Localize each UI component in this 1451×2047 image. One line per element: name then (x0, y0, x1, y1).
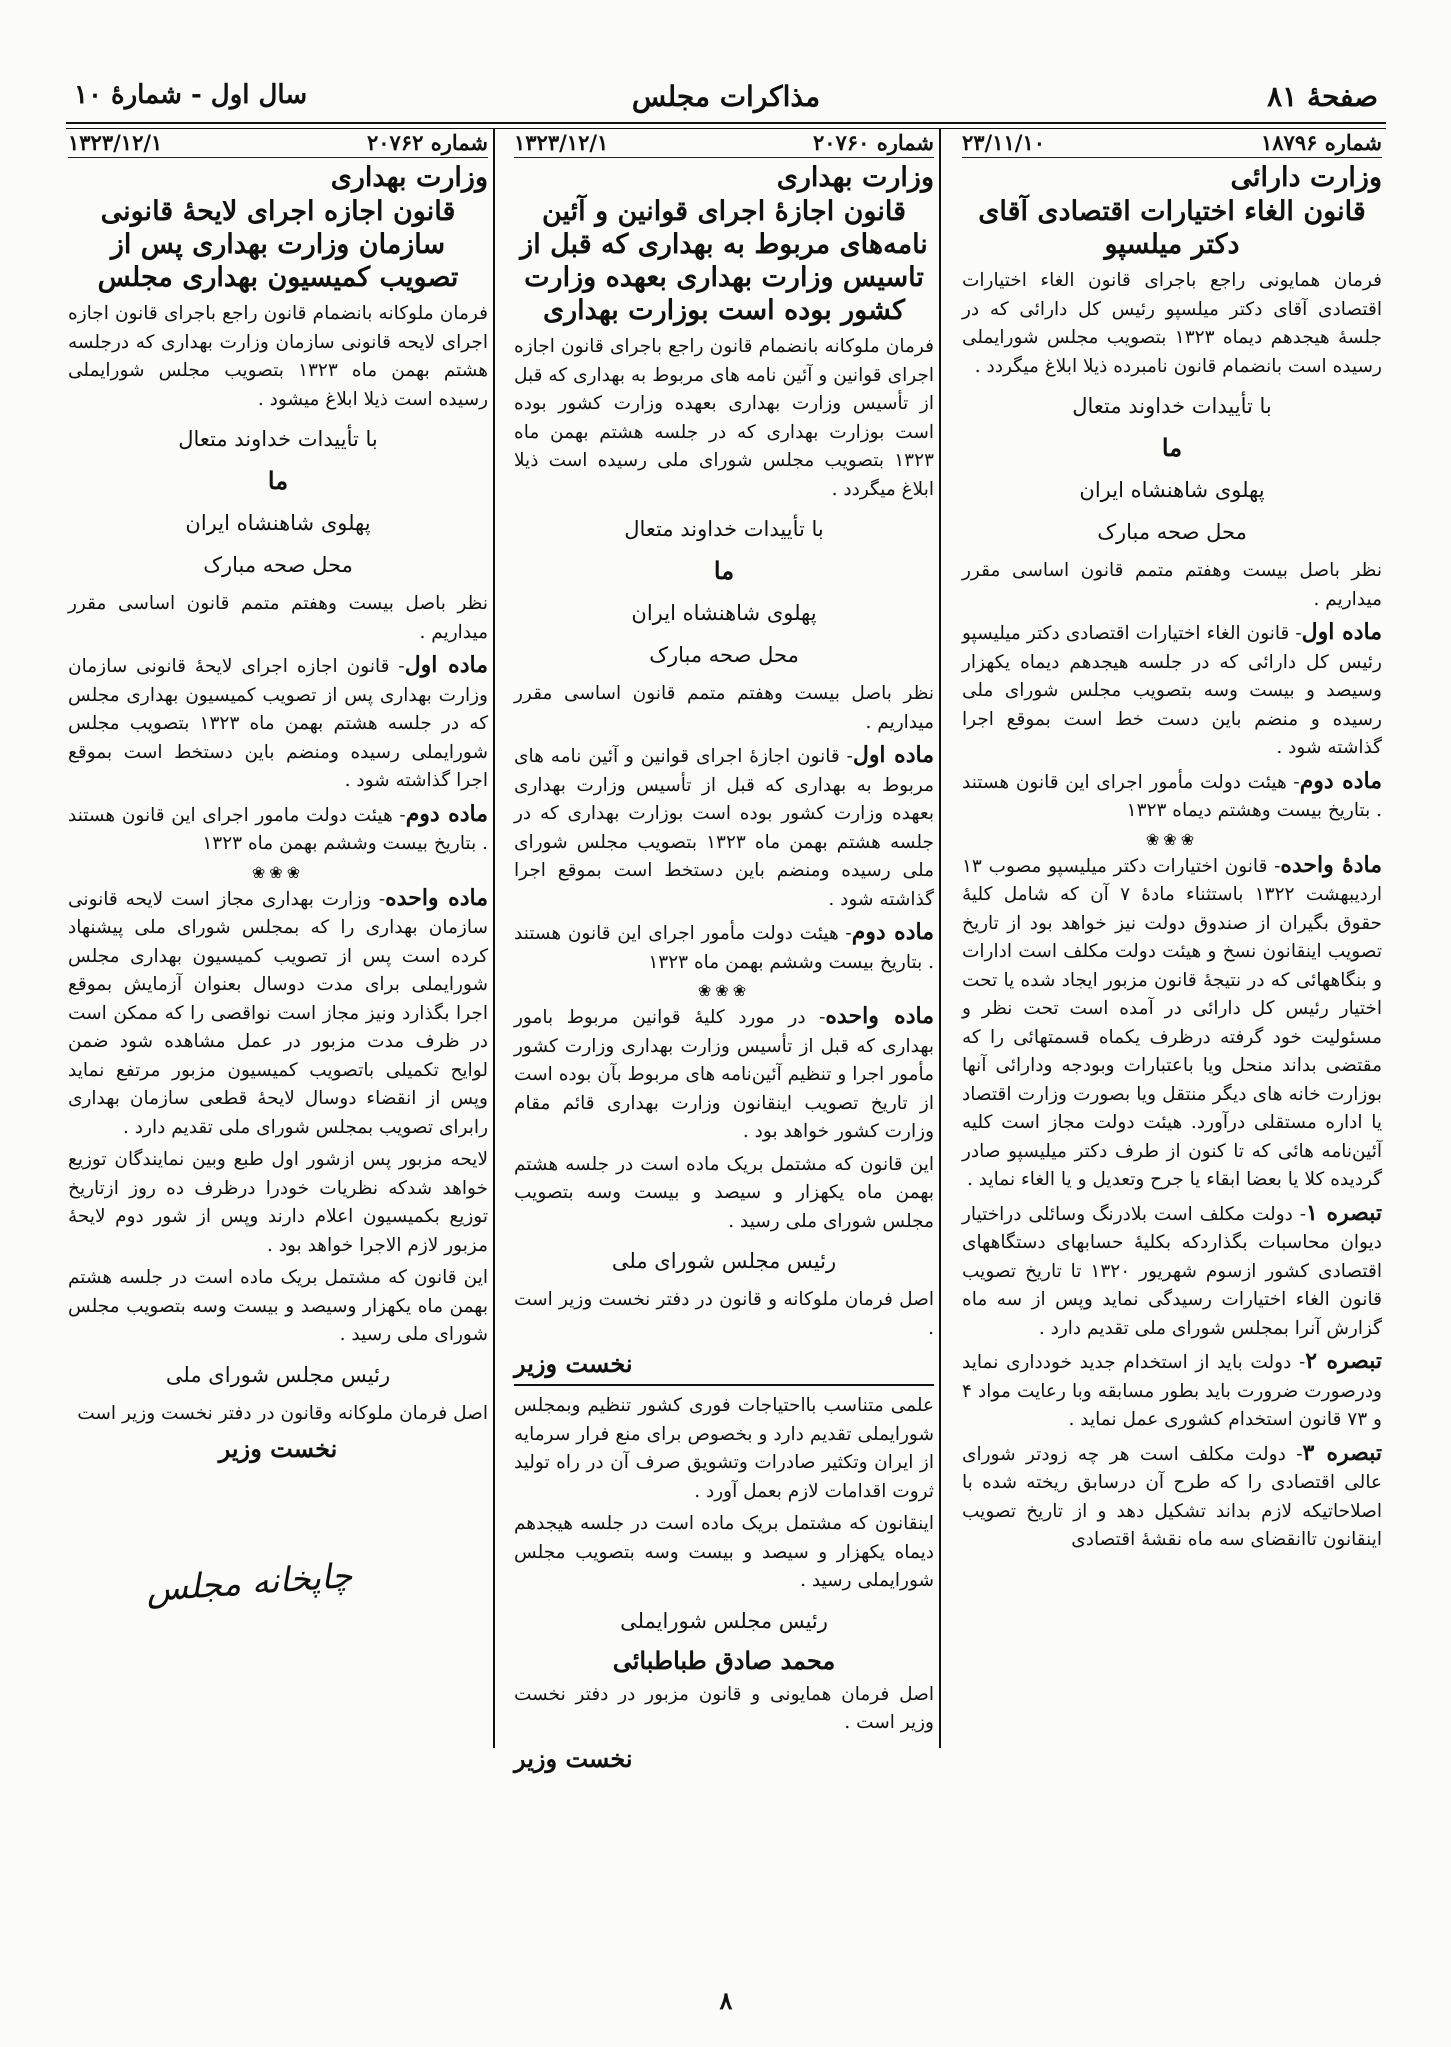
parliament-president: رئیس مجلس شورای ملی (165, 1362, 391, 1387)
law-title: قانون اجازه اجرای لایحهٔ قانونی سازمان وزارت بهداری پس از تصویب کمیسیون بهداری مجلس (97, 196, 459, 293)
blessing: با تأییدات خداوند متعال (178, 427, 378, 451)
article-2 (962, 767, 1382, 826)
original-note: اصل فرمان ملوکانه و قانون در دفتر نخست وزیر است . (514, 1289, 934, 1339)
article-1 (514, 741, 934, 914)
single-article-text: - قانون اختیارات دکتر میلیسپو مصوب ۱۳ اردیبهشت ۱۳۲۲ باستثناء مادهٔ ۷ آن که شامل کلیهٔ حقوق بگیران از صندوق دولت نیز خواهد بود از تاریخ تصویب اینقانون نسخ و هیئت دولت مکلف است ادارات و بنگاههائی که در نتیجهٔ قانون مزبور ایجاد شده یا تحت اختیار رئیس کل دارائی در آمده است تحت نظر و مسئولیت خود گرفته درظرف یکماه قسمتهائی را که مقتضی بداند منحل ویا باعتبارات وبودجه ودارائی آنها بوزارت خانه های دیگر منتقل ویا بصورت وزارت اقتصاد یا اداره مستقلی درآورد. هیئت دولت مجاز است کلیه آئین‌نامه هائی که تا کنون از طرف دکتر میلیسپو صادر گردیده کلا یا بعضا ابقاء یا جرح وتعدیل و یا الغاء نماید . (962, 855, 1382, 1190)
decree-number: شماره ۱۸۷۹۶ (1261, 130, 1382, 155)
royal-we: ما (713, 556, 735, 585)
column-finance (962, 130, 1382, 1630)
original-note: اصل فرمان ملوکانه وقانون در دفتر نخست وزیر است (77, 1402, 488, 1424)
press-stamp: چاپخانه مجلس (144, 1555, 354, 1611)
article-2-head: ماده دوم (1299, 767, 1382, 794)
closing-text: این قانون که مشتمل بریک ماده است در جلسه هشتم بهمن ماه یکهزار وسیصد و بیست وسه بتصویب مجلس شورای ملی رسید . (68, 1267, 488, 1345)
ministry-name: وزارت بهداری (776, 162, 934, 193)
note-3-text: - دولت مکلف است هر چه زودتر شورای عالی اقتصادی را که طرح آن درسابق ریخته شده با اصلاحاتیکه لازم بداند تشکیل دهد و از تاریخ تصویب اینقانون تاانقضای سه ماه نقشهٔ اقتصادی (962, 1443, 1382, 1550)
prime-minister-signature: نخست وزیر (218, 1434, 338, 1463)
column-divider (939, 128, 941, 1748)
preamble: نظر باصل بیست وهفتم متمم قانون اساسی مقرر میداریم . (68, 593, 488, 643)
king-title: پهلوی شاهنشاه ایران (631, 601, 817, 625)
single-article (962, 851, 1382, 1195)
preamble: نظر باصل بیست وهفتم متمم قانون اساسی مقرر میداریم . (514, 683, 934, 733)
page-header (66, 68, 1386, 128)
note-2-text: - دولت باید از استخدام جدید خودداری نماید ودرصورت ضرورت باید بطور مسابقه وبا رعایت مواد ۴ و ۷۳ قانون استخدام کشوری عمل نماید . (962, 1352, 1382, 1430)
law-title: قانون الغاء اختیارات اقتصادی آقای دکتر میلسپو (978, 196, 1366, 260)
note-1-text: - دولت مکلف است بلادرنگ وسائلی دراختیار دیوان محاسبات بگذاردکه بکلیهٔ حسابهای دستگاههای اقتصادی کشور ازسوم شهریور ۱۳۲۰ تا تاریخ تصویب قانون الغاء اختیارات رسیدگی نماید وپس از سه ماه گزارش آنرا بمجلس شورای ملی تقدیم دارد . (962, 1203, 1382, 1339)
single-article-head: ماده واحده (825, 1003, 934, 1029)
note-1-head: تبصره ۱ (1306, 1199, 1382, 1226)
royal-we: ما (267, 466, 289, 495)
decree-intro: فرمان ملوکانه بانضمام قانون راجع باجرای قانون اجازه اجرای قوانین و آئین نامه های مربوط به بهداری که قبل از تأسیس وزارت بهداری بعهده وزارت کشور بوده است بوزارت بهداری که در جلسه هشتم بهمن ماه ۱۳۲۳ بتصویب مجلس شورای ملی رسیده است ذیلا ابلاغ میگردد . (514, 336, 934, 500)
decree-date: ۱۳۲۳/۱۲/۱ (68, 130, 163, 155)
decree-intro: فرمان ملوکانه بانضمام قانون راجع باجرای قانون اجازه اجرای لایحه قانونی سازمان وزارت بهداری که درجلسه هشتم بهمن ماه ۱۳۲۳ بتصویب مجلس شورایملی رسیده است ذیلا ابلاغ میشود . (68, 303, 488, 410)
page-label: صفحهٔ ۸۱ (1267, 80, 1378, 113)
royal-seal-place: محل صحه مبارک (649, 643, 799, 667)
decree-number: شماره ۲۰۷۶۲ (367, 130, 488, 155)
header-rule (66, 122, 1386, 129)
issue-label: سال اول - شمارهٔ ۱۰ (74, 80, 308, 110)
continued-closing: اینقانون که مشتمل بریک ماده است در جلسه هیجدهم دیماه یکهزار و سیصد و بیست وسه بتصویب مجلس شورایملی رسید . (514, 1513, 934, 1591)
note-2 (962, 1347, 1382, 1435)
parliament-president-2: رئیس مجلس شورایملی (620, 1608, 828, 1633)
single-article-continued: لایحه مزبور پس ازشور اول طبع وبین نمایندگان توزیع خواهد شدکه نظریات خودرا درظرف ده روز ازتاریخ توزیع بکمیسیون اعلام دارند وپس از شور دوم لایحهٔ مزبور لازم الاجرا خواهد بود . (68, 1149, 488, 1256)
decree-number-line (514, 130, 934, 158)
article-2-head: ماده دوم (405, 800, 488, 827)
ministry-name: وزارت دارائی (1230, 162, 1382, 193)
article-1-head: ماده اول (852, 742, 934, 768)
decree-number: شماره ۲۰۷۶۰ (813, 130, 934, 155)
law-title: قانون اجازهٔ اجرای قوانین و آئین نامه‌های مربوط به بهداری که قبل از تاسیس وزارت بهداری بعهده وزارت کشور بوده است بوزارت بهداری (520, 196, 928, 326)
ornament-stars: ❀❀❀ (1145, 829, 1199, 849)
ornament-stars: ❀❀❀ (251, 862, 305, 882)
preamble: نظر باصل بیست وهفتم متمم قانون اساسی مقرر میداریم . (962, 560, 1382, 610)
note-3-head: تبصره ۳ (1302, 1439, 1382, 1466)
king-title: پهلوی شاهنشاه ایران (1079, 478, 1265, 502)
article-2-text: - هیئت دولت مامور اجرای این قانون هستند . بتاریخ بیست وششم بهمن ماه ۱۳۲۳ (68, 804, 488, 854)
ministry-name: وزارت بهداری (330, 162, 488, 193)
footer-page-number: ۸ (719, 1986, 733, 2015)
prime-minister-signature-2: نخست وزیر (514, 1743, 633, 1773)
royal-seal-place: محل صحه مبارک (1097, 520, 1247, 544)
single-article-head: ماده واحده (385, 884, 488, 911)
parliament-president: رئیس مجلس شورای ملی (611, 1249, 837, 1273)
note-1 (962, 1199, 1382, 1344)
gazette-page (66, 58, 1386, 2018)
article-2-head: ماده دوم (851, 919, 934, 945)
article-2-text: - هیئت دولت مأمور اجرای این قانون هستند . بتاریخ بیست وهشتم دیماه ۱۳۲۳ (962, 771, 1382, 821)
ornament-stars: ❀❀❀ (697, 981, 751, 1000)
blessing: با تأییدات خداوند متعال (1072, 394, 1272, 418)
section-rule (514, 1384, 934, 1386)
single-article-head: مادهٔ واحده (1280, 851, 1382, 878)
single-article (514, 1002, 934, 1147)
article-1-text: - قانون الغاء اختیارات اقتصادی دکتر میلیسپو رئیس کل دارائی که در جلسه هیجدهم دیماه یکهزار وسیصد و بیست وسه بتصویب مجلس شورای ملی رسیده و منضم باین دست خط است بموقع اجرا گذاشته شود . (962, 623, 1382, 758)
article-2 (514, 918, 934, 977)
article-1-head: ماده اول (404, 652, 488, 678)
closing-text: این قانون که مشتمل بریک ماده است در جلسه هشتم بهمن ماه یکهزار و سیصد و بیست وسه بتصویب مجلس شورای ملی رسید . (514, 1153, 934, 1232)
note-3 (962, 1439, 1382, 1555)
original-note-2: اصل فرمان همایونی و قانون مزبور در دفتر نخست وزیر است . (514, 1683, 934, 1733)
article-1-text: - قانون اجازه اجرای لایحهٔ قانونی سازمان وزارت بهداری پس از تصویب کمیسیون بهداری مجلس که در جلسه هشتم بهمن ماه ۱۳۲۳ بتصویب مجلس شورایملی رسیده ومنضم باین دستخط است بموقع اجرا گذاشته شود . (68, 656, 488, 791)
column-health-organization (68, 130, 488, 1630)
single-article-text: - وزارت بهداری مجاز است لایحه قانونی سازمان بهداری را که بمجلس شورای ملی پیشنهاد کرده است پس از تصویب کمیسیون بهداری مجلس شورایملی برای مدت دوسال بعنوان آزمایش بموقع اجرا بگذارد ونیز مجاز است نواقصی را که ممکن است در ظرف مدت مزبور در عمل مشاهده شود ضمن لوایح تکمیلی باتصویب کمیسیون مزبور مرتفع نماید وپس از انقضاء دوسال لایحهٔ قطعی سازمان بهداری رابرای تصویب بمجلس شورای ملی تقدیم دارد . (68, 888, 488, 1138)
royal-seal-place: محل صحه مبارک (203, 553, 353, 577)
continued-text: علمی متناسب بااحتیاجات فوری کشور تنظیم وبمجلس شورایملی تقدیم دارد و بخصوص برای منع فرار سرمایه از ایران وتکثیر صادرات وتشویق صرف آن در راه تولید ثروت اقدامات لازم بعمل آورد . (514, 1395, 934, 1502)
decree-intro: فرمان همایونی راجع باجرای قانون الغاء اختیارات اقتصادی آقای دکتر میلسپو رئیس کل دارائی که در جلسهٔ هیجدهم دیماه ۱۳۲۳ بتصویب مجلس شورایملی رسیده است بانضمام قانون نامبرده ذیلا ابلاغ میگردد . (962, 270, 1382, 377)
article-2-text: - هیئت دولت مأمور اجرای این قانون هستند . بتاریخ بیست وششم بهمن ماه ۱۳۲۳ (514, 923, 934, 973)
royal-we: ما (1161, 433, 1183, 462)
article-1 (68, 651, 488, 796)
article-1 (962, 618, 1382, 763)
decree-number-line (962, 130, 1382, 158)
decree-date: ۲۳/۱۱/۱۰ (962, 130, 1046, 155)
single-article (68, 884, 488, 1143)
decree-date: ۱۳۲۳/۱۲/۱ (514, 130, 609, 155)
president-name: محمد صادق طباطبائی (612, 1645, 836, 1675)
king-title: پهلوی شاهنشاه ایران (185, 511, 371, 535)
publication-title: مذاکرات مجلس (631, 80, 821, 113)
prime-minister-signature: نخست وزیر (514, 1349, 633, 1378)
note-2-head: تبصره ۲ (1305, 1348, 1382, 1374)
article-1-text: - قانون اجازهٔ اجرای قوانین و آئین نامه های مربوط به بهداری که قبل از تأسیس وزارت بهداری بعهده وزارت کشور بوده است بوزارت بهداری که در جلسه هشتم بهمن ماه ۱۳۲۳ بتصویب مجلس شورای ملی رسیده ومنضم باین دستخط است بموقع اجرا گذاشته شود . (514, 746, 934, 910)
article-1-head: ماده اول (1301, 619, 1382, 645)
column-divider (493, 128, 495, 1748)
article-2 (68, 800, 488, 859)
blessing: با تأییدات خداوند متعال (624, 517, 824, 541)
column-health-laws (514, 130, 934, 1773)
single-article-text: - در مورد کلیهٔ قوانین مربوط بامور بهداری که قبل از تأسیس وزارت بهداری وزارت کشور مأمور اجرا و تنظیم آئین‌نامه های مربوط بآن بوده است از تاریخ تصویب اینقانون وزارت بهداری قائم مقام وزارت کشور خواهد بود . (514, 1007, 934, 1142)
decree-number-line (68, 130, 488, 158)
